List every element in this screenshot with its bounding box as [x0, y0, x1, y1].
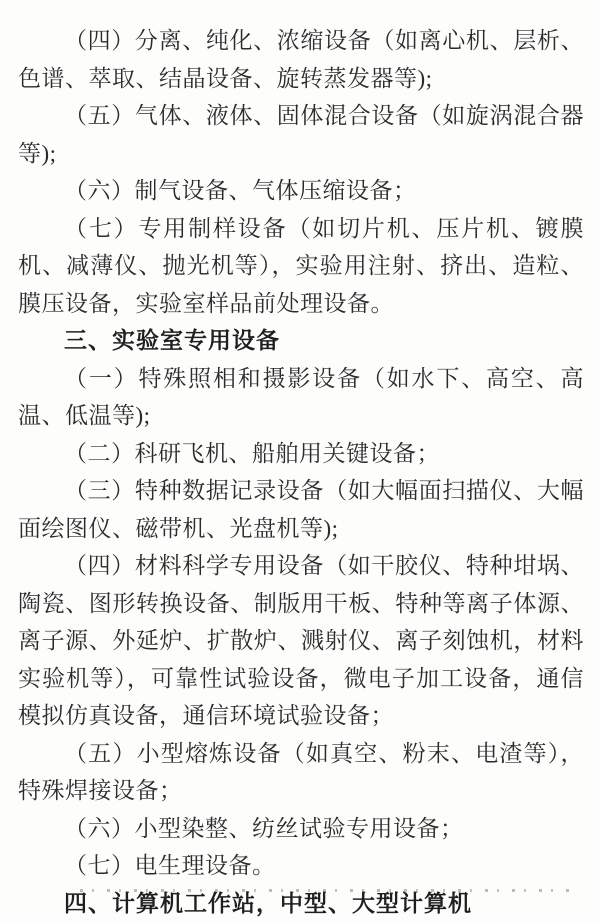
paragraph: （四）材料科学专用设备（如干胶仪、特种坩埚、陶瓷、图形转换设备、制版用干板、特种等离子体源、离子源、外延炉、扩散炉、溅射仪、离子刻蚀机，材料实验机等），可靠性试验设备，微电子加工设备，通信模拟仿真设备，通信环境试验设备；	[18, 547, 584, 735]
paragraph: （四）分离、纯化、浓缩设备（如离心机、层析、色谱、萃取、结晶设备、旋转蒸发器等);	[18, 22, 584, 97]
section-heading: 三、实验室专用设备	[18, 322, 584, 360]
section-heading: 四、计算机工作站，中型、大型计算机	[18, 885, 584, 922]
clipped-next-line-fragment	[80, 886, 578, 892]
paragraph: （二）科研飞机、船舶用关键设备；	[18, 435, 584, 473]
paragraph: （五）小型熔炼设备（如真空、粉末、电渣等），特殊焊接设备；	[18, 735, 584, 810]
paragraph: （六）制气设备、气体压缩设备；	[18, 172, 584, 210]
paragraph: （三）特种数据记录设备（如大幅面扫描仪、大幅面绘图仪、磁带机、光盘机等);	[18, 472, 584, 547]
paragraph: （七）专用制样设备（如切片机、压片机、镀膜机、减薄仪、抛光机等），实验用注射、挤出、造粒、膜压设备，实验室样品前处理设备。	[18, 210, 584, 323]
paragraph: （七）电生理设备。	[18, 847, 584, 885]
paragraph: （一）特殊照相和摄影设备（如水下、高空、高温、低温等);	[18, 360, 584, 435]
document-text-block	[18, 22, 584, 922]
paragraph: （六）小型染整、纺丝试验专用设备；	[18, 810, 584, 848]
paragraph: （五）气体、液体、固体混合设备（如旋涡混合器等);	[18, 97, 584, 172]
